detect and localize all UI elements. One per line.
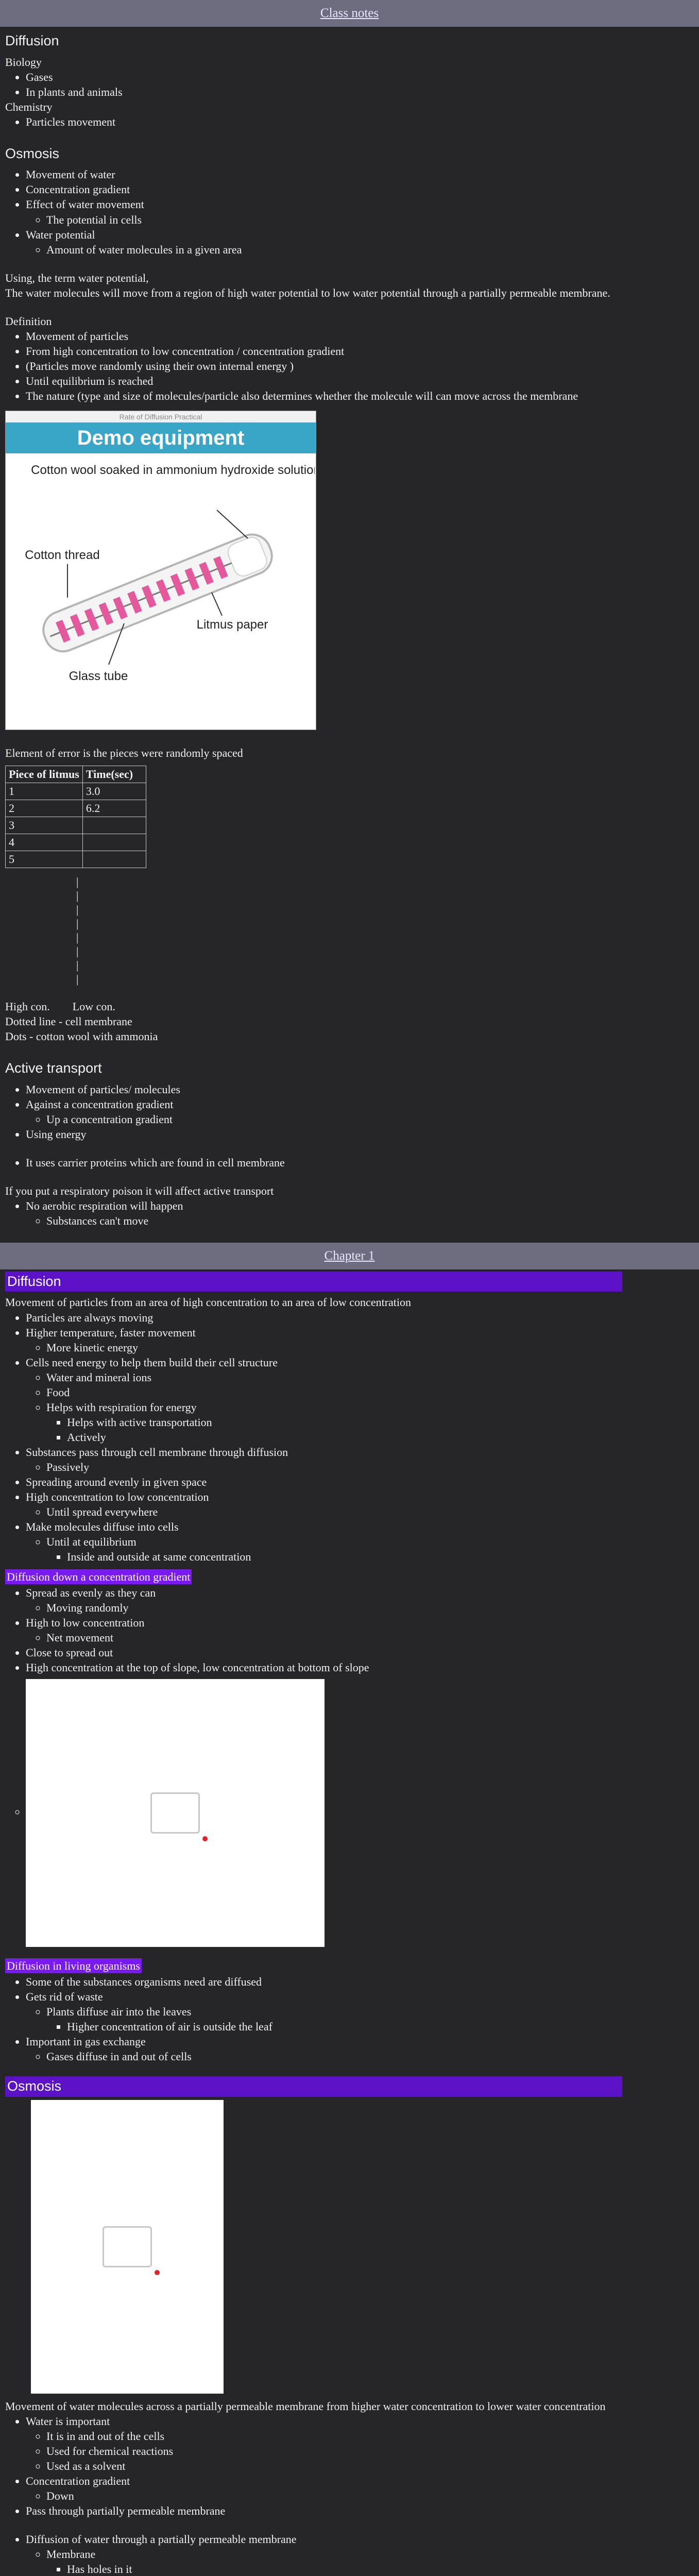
list-item: • (Particles move randomly using their own internal energy ) [26,359,694,374]
legend-line: Dotted line - cell membrane [5,1014,132,1028]
demo-caption: Rate of Diffusion Practical [6,411,316,422]
list-item: • Particles are always moving [26,1310,694,1325]
list-item: • Concentration gradient ◦ Down [26,2473,694,2503]
list-item: • Movement of particles [26,329,694,344]
living-heading: Diffusion in living organisms [5,1958,142,1973]
table-row: 2 6.2 [6,800,146,817]
list-item: • Spreading around evenly in given space [26,1475,694,1489]
gradient-heading: Diffusion down a concentration gradient [5,1569,192,1584]
list-item [26,1679,694,1947]
gradient-image-list [5,1679,694,1947]
list-item: • It uses carrier proteins which are found in cell membrane [26,1155,694,1170]
list-item: • High concentration at the top of slope, low concentration at bottom of slope [26,1660,694,1675]
gradient-image-placeholder [26,1679,325,1947]
list-item: • Make molecules diffuse into cells ◦ Until at equilibrium ▪ Inside and outside at same concentration [26,1519,694,1564]
legend-line: High con. Low con. [5,999,115,1013]
list-item: • Cells need energy to help them build their cell structure ◦ Water and mineral ions ◦ Food ◦ Helps with respiration for energy ▪ Helps with active transportation ▪ Actively [26,1355,694,1445]
list-item: • Pass through partially permeable membrane [26,2503,694,2518]
list-item: ◦ Amount of water molecules in a given area [46,242,694,257]
chemistry-list [5,114,694,129]
list-item: • Effect of water movement ◦ The potential in cells [26,197,694,227]
definition-list [5,329,694,403]
poison-list [5,1198,694,1228]
list-item: • Water is important ◦ It is in and out of the cells ◦ Used for chemical reactions ◦ Used as a solvent [26,2414,694,2473]
class-notes-link[interactable]: Class notes [320,6,379,20]
chemistry-label: Chemistry [5,100,53,113]
list-item: • Until equilibrium is reached [26,374,694,388]
osmosis-heading: Osmosis [5,145,60,161]
list-item: • Close to spread out [26,1645,694,1660]
living-list [5,1974,694,2064]
list-item: • Concentration gradient [26,182,694,197]
image-placeholder-icon [150,1792,200,1834]
dotted-membrane-sketch: | | | | | | | | [76,875,79,986]
biology-list [5,70,694,99]
table-row: 5 [6,851,146,868]
class-notes-bar [0,0,699,27]
diffusion-tube-diagram [6,453,315,730]
chapter-bar [0,1243,699,1269]
biology-label: Biology [5,55,42,69]
list-item: • High to low concentration ◦ Net movement [26,1615,694,1645]
list-item: ◦ The potential in cells [46,212,694,227]
list-item: • Higher temperature, faster movement ◦ More kinetic energy [26,1325,694,1355]
label-litmus-paper: Litmus paper [196,617,268,632]
definition-heading: Definition [5,314,52,328]
list-item: ◦ Up a concentration gradient [46,1112,694,1127]
label-glass-tube: Glass tube [69,669,128,683]
diffusion-heading: Diffusion [5,33,59,48]
list-item: • In plants and animals [26,84,694,99]
list-item: • The nature (type and size of molecules/particle also determines whether the molecule will can move across the membrane [26,388,694,403]
definition-line: The water molecules will move from a region of high water potential to low water potential through a partially permeable membrane. [5,286,610,299]
osmosis-list-b [5,2532,694,2576]
diffusion-list [5,1310,694,1565]
list-item: • Gases [26,70,694,84]
list-item: • Substances pass through cell membrane through diffusion ◦ Passively [26,1445,694,1475]
legend-line: Dots - cotton wool with ammonia [5,1029,158,1043]
list-item: • Diffusion of water through a partially permeable membrane ◦ Membrane ▪ Has holes in it [26,2532,694,2576]
table-row: 3 [6,817,146,834]
list-item: • Spread as evenly as they can ◦ Moving randomly [26,1585,694,1615]
list-item: • Against a concentration gradient ◦ Up a concentration gradient [26,1097,694,1127]
active-transport-heading: Active transport [5,1060,102,1076]
poison-line: If you put a respiratory poison it will affect active transport [5,1184,274,1197]
chapter-diffusion-heading: Diffusion [5,1272,622,1292]
diffusion-intro: Movement of particles from an area of high concentration to an area of low concentration [5,1296,412,1309]
list-item: • Movement of water [26,167,694,182]
list-item: • From high concentration to low concentration / concentration gradient [26,344,694,359]
active-list [5,1082,694,1142]
list-item: • Particles movement [26,114,694,129]
list-item: • Important in gas exchange ◦ Gases diffuse in and out of cells [26,2034,694,2064]
list-item: • Movement of particles/ molecules [26,1082,694,1097]
list-item: • Using energy [26,1127,694,1142]
label-cotton-wool: Cotton wool soaked in ammonium hydroxide solution [31,463,315,477]
chapter-osmosis-heading: Osmosis [5,2076,622,2097]
table-header: Time(sec) [82,766,146,783]
list-item: • No aerobic respiration will happen ◦ Substances can't move [26,1198,694,1228]
term-line: Using, the term water potential, [5,271,149,284]
osmosis-list [5,167,694,257]
list-item: ◦ Substances can't move [46,1213,694,1228]
gradient-list [5,1585,694,1675]
osmosis-list-a [5,2414,694,2518]
list-item: • Some of the substances organisms need are diffused [26,1974,694,1989]
osmosis-intro: Movement of water molecules across a partially permeable membrane from higher water concentration to lower water concentration [5,2400,606,2413]
list-item: • Gets rid of waste ◦ Plants diffuse air into the leaves ▪ Higher concentration of air is outside the leaf [26,1989,694,2034]
error-line: Element of error is the pieces were randomly spaced [5,746,243,759]
demo-title: Demo equipment [6,422,316,453]
chapter-link[interactable]: Chapter 1 [324,1248,375,1263]
table-header: Piece of litmus [6,766,83,783]
table-row: 4 [6,834,146,851]
table-row: 1 3.0 [6,783,146,800]
osmosis-image-placeholder [31,2100,224,2394]
demo-equipment-image [5,411,316,730]
litmus-table [5,766,146,868]
list-item: • High concentration to low concentration ◦ Until spread everywhere [26,1489,694,1519]
image-placeholder-icon [103,2226,152,2267]
label-cotton-thread: Cotton thread [25,548,100,562]
list-item: • Water potential ◦ Amount of water molecules in a given area [26,227,694,257]
carrier-list [5,1155,694,1170]
